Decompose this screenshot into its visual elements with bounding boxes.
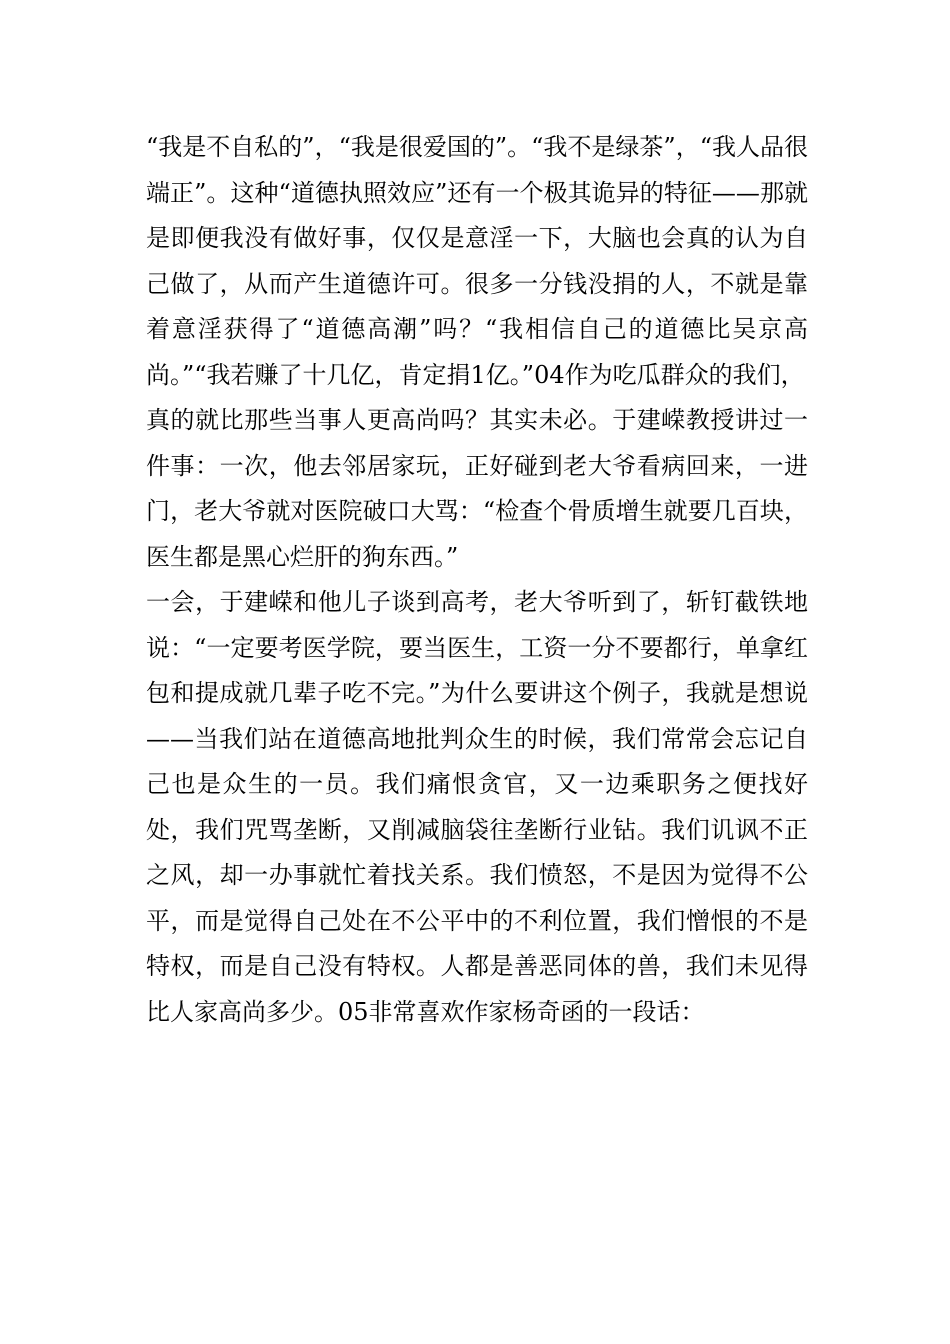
document-body bbox=[146, 125, 808, 1035]
paragraph-3: 一会，于建嵘和他儿子谈到高考，老大爷听到了，斩钉截铁地说：“一定要考医学院，要当医生，工资一分不要都行，单拿红包和提成就几辈子吃不完。”为什么要讲这个例子，我就是想说——当我们站在道德高地批判众生的时候，我们常常会忘记自己也是众生的一员。我们痛恨贪官，又一边乘职务之便找好处，我们咒骂垄断，又削减脑袋往垄断行业钻。我们讥讽不正之风，却一办事就忙着找关系。我们愤怒，不是因为觉得不公平，而是觉得自己处在不公平中的不利位置，我们憎恨的不是特权，而是自己没有特权。人都是善恶同体的兽，我们未见得比人家高尚多少。05非常喜欢作家杨奇函的一段话： bbox=[146, 588, 808, 1026]
paragraph-2: 真的就比那些当事人更高尚吗？其实未必。于建嵘教授讲过一件事：一次，他去邻居家玩，正好碰到老大爷看病回来，一进门，老大爷就对医院破口大骂：“检查个骨质增生就要几百块，医生都是黑心烂肝的狗东西。” bbox=[146, 406, 808, 571]
paragraph-1: “我是不自私的”，“我是很爱国的”。“我不是绿茶”，“我人品很端正”。这种“道德执照效应”还有一个极其诡异的特征——那就是即便我没有做好事，仅仅是意淫一下，大脑也会真的认为自己做了，从而产生道德许可。很多一分钱没捐的人，不就是靠着意淫获得了“道德高潮”吗？“我相信自己的道德比吴京高尚。”“我若赚了十几亿，肯定捐1亿。”04作为吃瓜群众的我们， bbox=[146, 133, 808, 389]
